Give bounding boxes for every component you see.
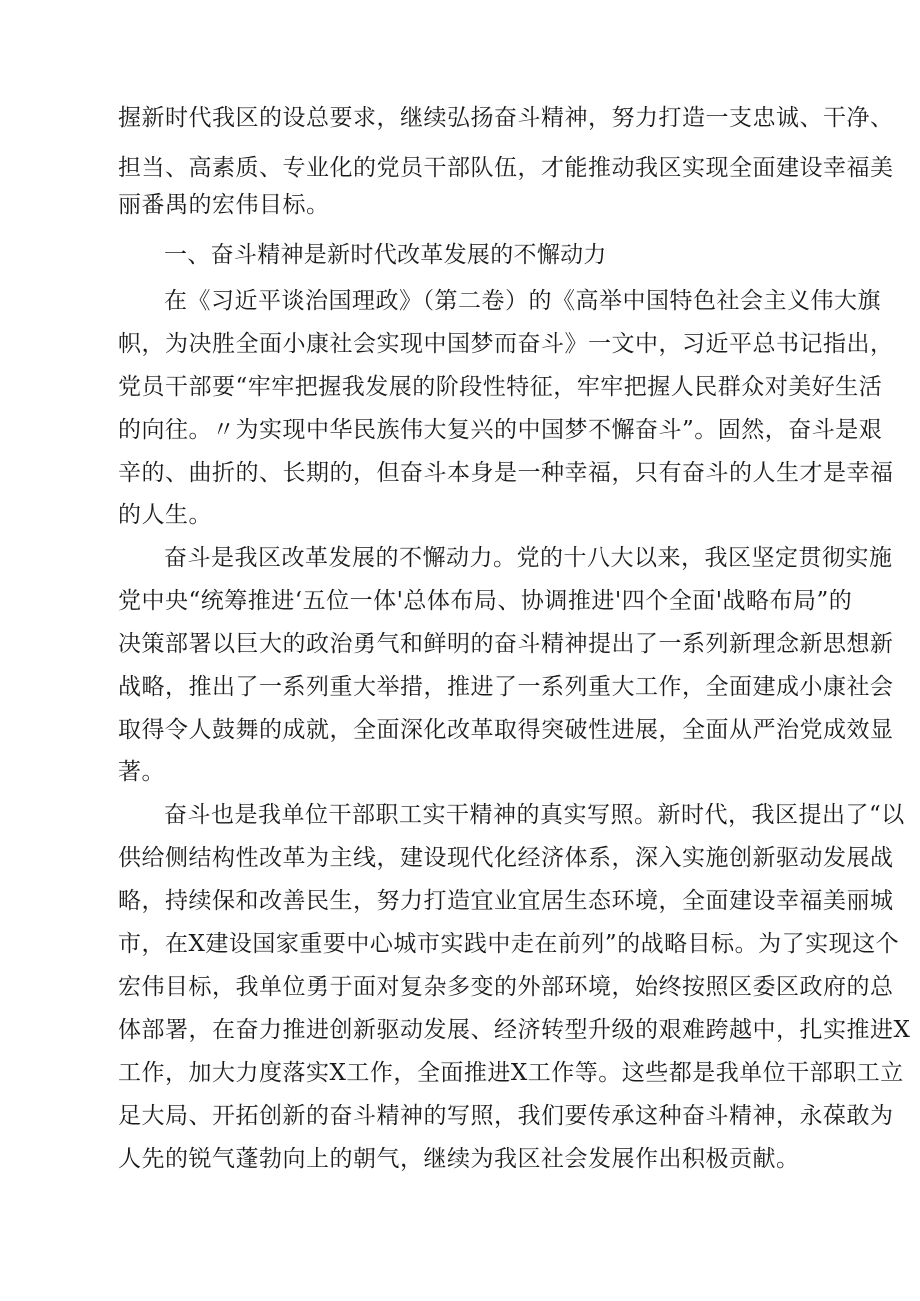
text-line: 辛的、曲折的、长期的，但奋斗本身是一种幸福，只有奋斗的人生才是幸福: [118, 460, 894, 486]
text-line: 帜，为决胜全面小康社会实现中国梦而奋斗》一文中，习近平总书记指出，: [118, 331, 894, 357]
text-line: 担当、高素质、专业化的党员干部队伍，才能推动我区实现全面建设幸福美: [118, 155, 894, 181]
text-line: 党中央“统筹推进‘五位一体'总体布局、协调推进'四个全面'战略布局”的: [118, 588, 853, 614]
section-heading: 一、奋斗精神是新时代改革发展的不懈动力: [164, 242, 607, 268]
text-line: 的人生。: [118, 502, 212, 528]
text-line: 著。: [118, 759, 165, 785]
text-line: 战略，推出了一系列重大举措，推进了一系列重大工作，全面建成小康社会: [118, 674, 894, 700]
text-line: 奋斗是我区改革发展的不懈动力。党的十八大以来，我区坚定贯彻实施: [164, 545, 893, 571]
text-line: 丽番禺的宏伟目标。: [118, 192, 330, 218]
text-line: 在《习近平谈治国理政》（第二卷）的《高举中国特色社会主义伟大旗: [164, 288, 881, 314]
text-line: 奋斗也是我单位干部职工实干精神的真实写照。新时代，我区提出了“以: [164, 802, 905, 828]
text-line: 人先的锐气蓬勃向上的朝气，继续为我区社会发展作出积极贡献。: [118, 1146, 800, 1172]
text-line: 的向往。〃为实现中华民族伟大复兴的中国梦不懈奋斗”。固然，奋斗是艰: [118, 417, 883, 443]
text-line: 决策部署以巨大的政治勇气和鲜明的奋斗精神提出了一系列新理念新思想新: [118, 631, 894, 657]
text-line: 握新时代我区的设总要求，继续弘扬奋斗精神，努力打造一支忠诚、干净、: [118, 105, 894, 131]
text-line: 市，在X建设国家重要中心城市实践中走在前列”的战略目标。为了实现这个: [118, 931, 900, 957]
text-line: 体部署，在奋力推进创新驱动发展、经济转型升级的艰难跨越中，扎实推进X: [118, 1017, 911, 1043]
text-line: 党员干部要“牢牢把握我发展的阶段性特征，牢牢把握人民群众对美好生活: [118, 374, 883, 400]
text-line: 工作，加大力度落实X工作，全面推进X工作等。这些都是我单位干部职工立: [118, 1060, 904, 1086]
text-line: 略，持续保和改善民生，努力打造宜业宜居生态环境，全面建设幸福美丽城: [118, 888, 894, 914]
text-line: 取得令人鼓舞的成就，全面深化改革取得突破性进展，全面从严治党成效显: [118, 717, 894, 743]
text-line: 足大局、开拓创新的奋斗精神的写照，我们要传承这种奋斗精神，永葆敢为: [118, 1103, 894, 1129]
text-line: 供给侧结构性改革为主线，建设现代化经济体系，深入实施创新驱动发展战: [118, 845, 894, 871]
text-line: 宏伟目标，我单位勇于面对复杂多变的外部环境，始终按照区委区政府的总: [118, 974, 894, 1000]
